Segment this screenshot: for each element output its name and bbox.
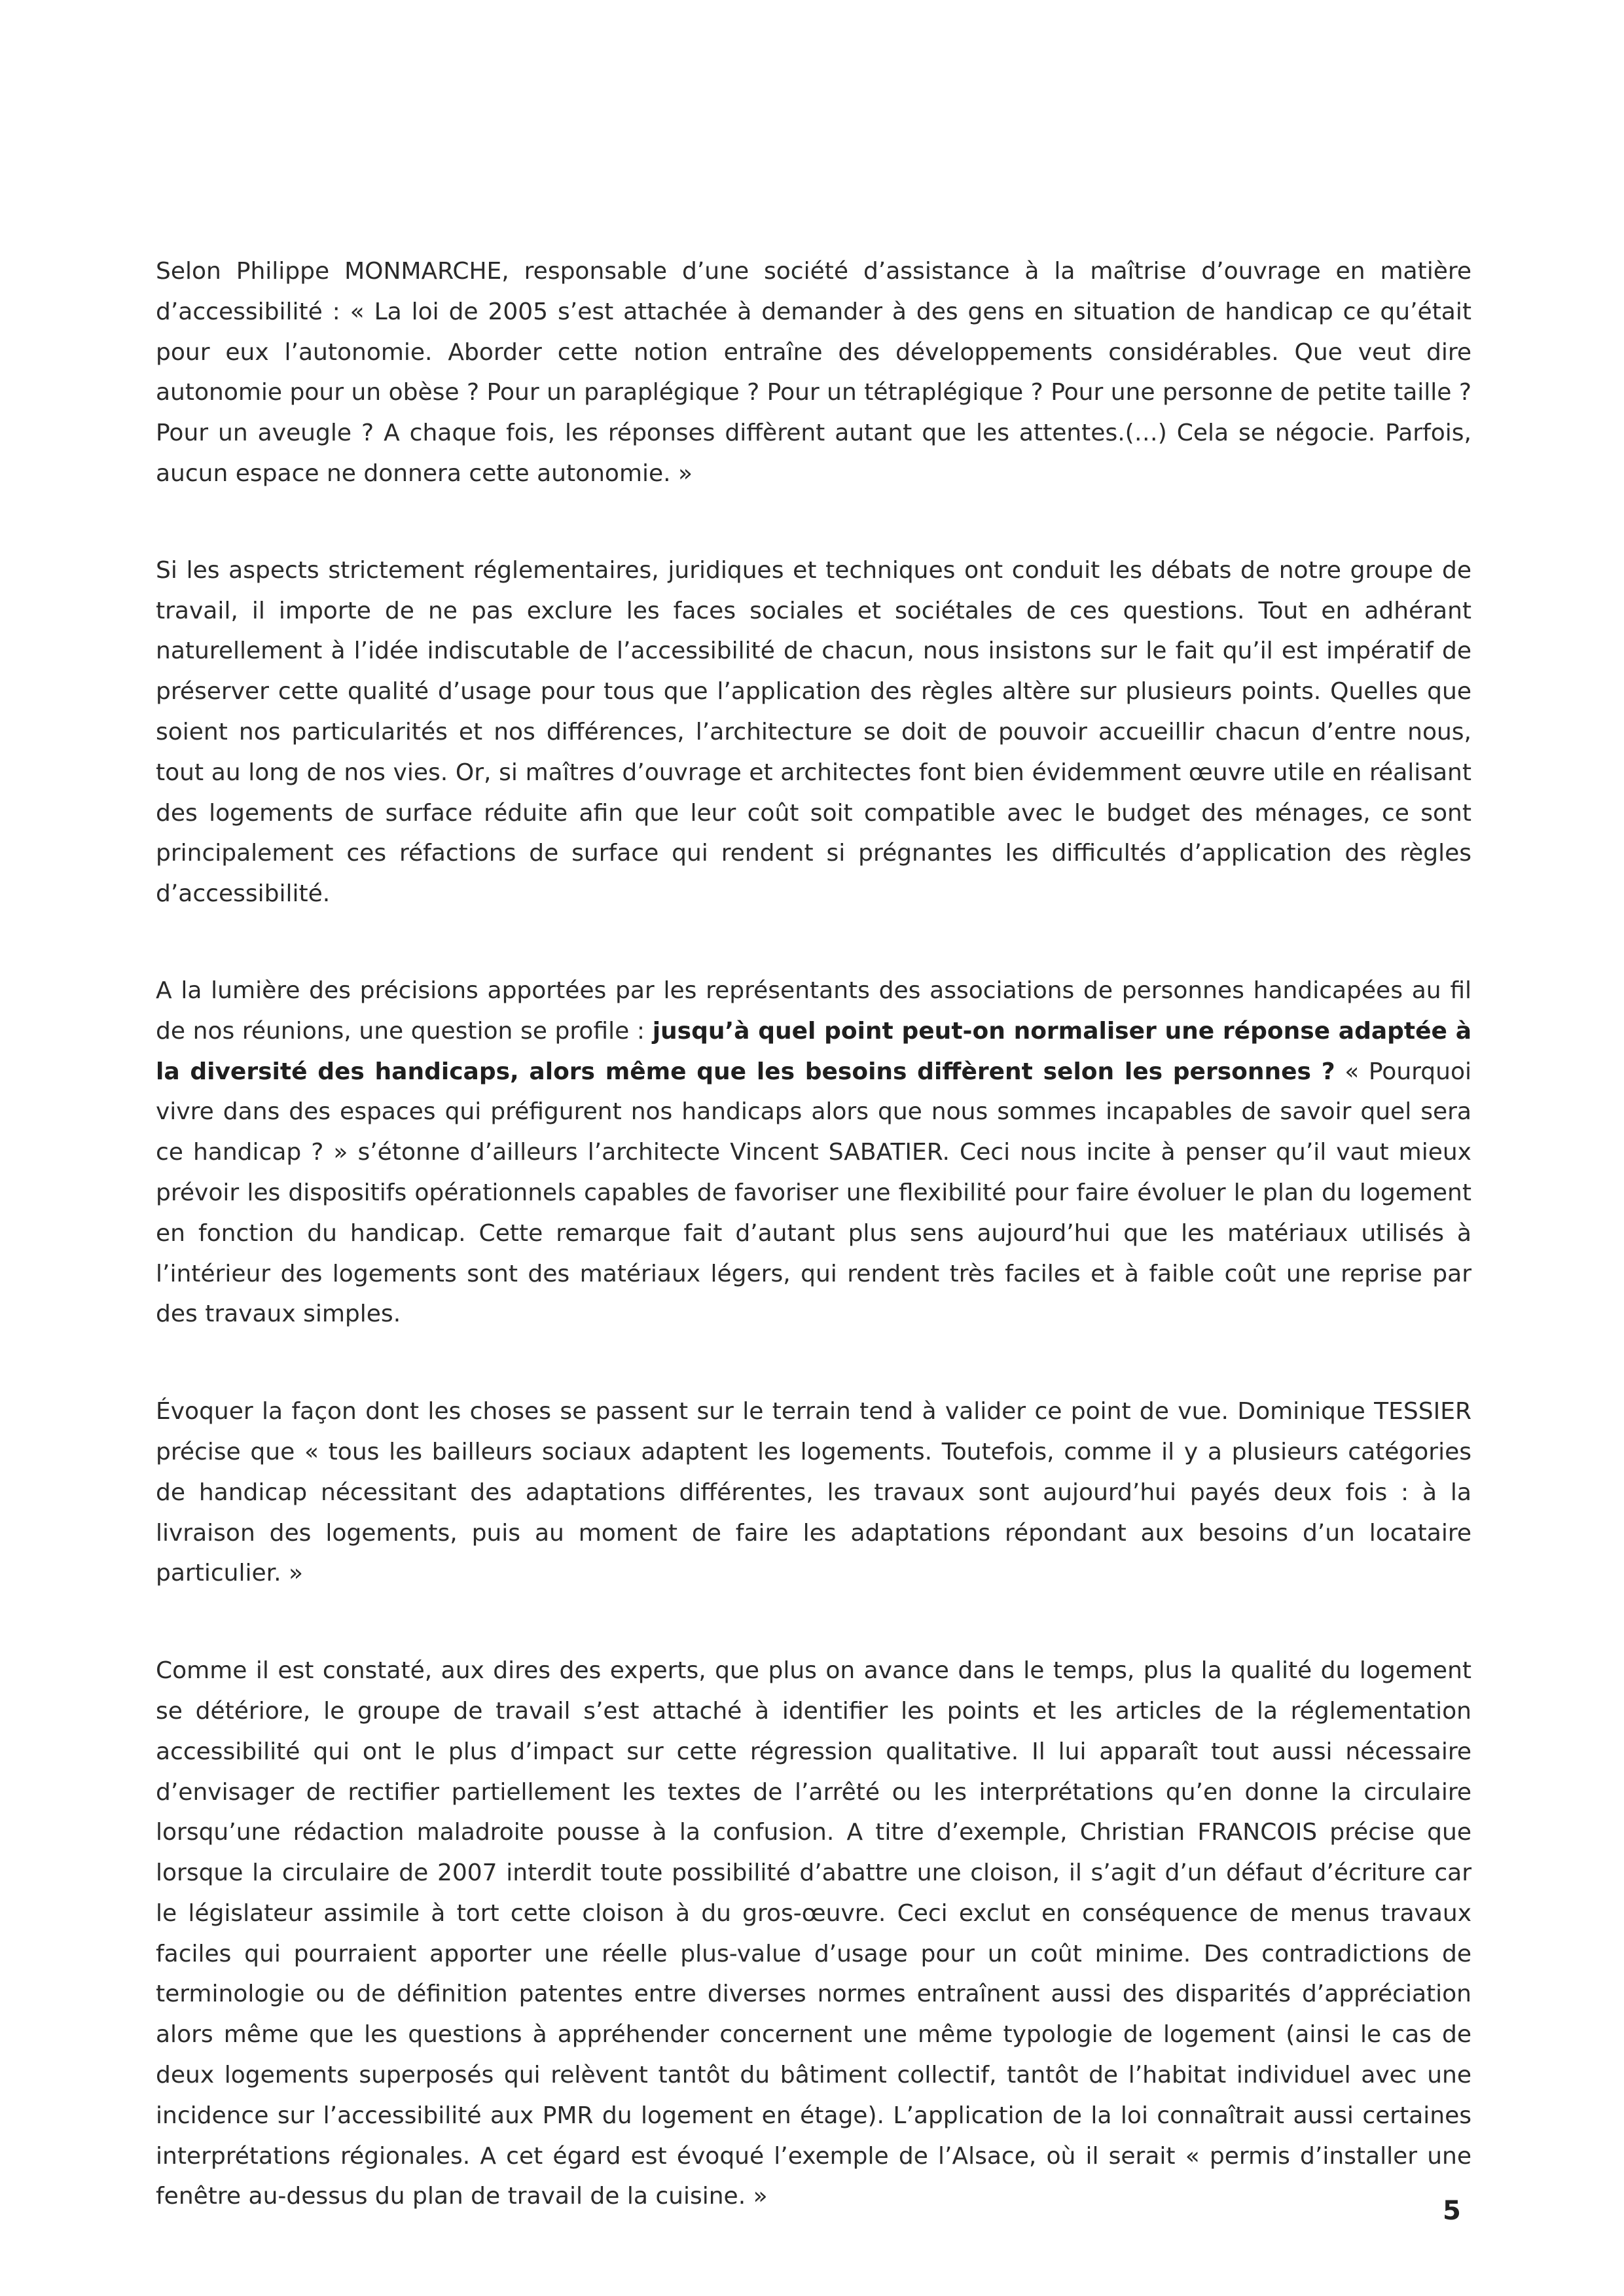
paragraph-normalisation-question <box>156 971 1471 1335</box>
paragraph-regulation-analysis: Comme il est constaté, aux dires des experts, que plus on avance dans le temps, plus la qualité du logement se détériore, le groupe de travail s’est attaché à identifier les points et les articles de la réglementation accessibilité qui ont le plus d’impact sur cette régression qualitative. Il lui apparaît tout aussi nécessaire d’envisager de rectifier partiellement les textes de l’arrêté ou les interprétations qu’en donne la circulaire lorsqu’une rédaction maladroite pousse à la confusion. A titre d’exemple, Christian FRANCOIS précise que lorsque la circulaire de 2007 interdit toute possibilité d’abattre une cloison, il s’agit d’un défaut d’écriture car le législateur assimile à tort cette cloison à du gros-œuvre. Ceci exclut en conséquence de menus travaux faciles qui pourraient apporter une réelle plus-value d’usage pour un coût minime. Des contradictions de terminologie ou de définition patentes entre diverses normes entraînent aussi des disparités d’appréciation alors même que les questions à appréhender concernent une même typologie de logement (ainsi le cas de deux logements superposés qui relèvent tantôt du bâtiment collectif, tantôt de l’habitat individuel avec une incidence sur l’accessibilité aux PMR du logement en étage). L’application de la loi connaîtrait aussi certaines interprétations régionales. A cet égard est évoqué l’exemple de l’Alsace, où il serait « permis d’installer une fenêtre au-dessus du plan de travail de la cuisine. » <box>156 1657 1471 2210</box>
body-text <box>156 251 1471 2217</box>
emphasized-question: jusqu’à quel point peut-on normaliser une réponse adaptée à la diversité des handicaps, alors même que les besoins diffèrent selon les personnes ? <box>156 1017 1471 1085</box>
paragraph-intro-text: A la lumière des précisions apportées par les représentants des associations de personnes handicapées au fil de nos réunions, une question se profile : <box>156 977 1471 1045</box>
paragraph-social-aspects: Si les aspects strictement réglementaires, juridiques et techniques ont conduit les débats de notre groupe de travail, il importe de ne pas exclure les faces sociales et sociétales de ces questions. Tout en adhérant naturellement à l’idée indiscutable de l’accessibilité de chacun, nous insistons sur le fait qu’il est impératif de préserver cette qualité d’usage pour tous que l’application des règles altère sur plusieurs points. Quelles que soient nos particularités et nos différences, l’architecture se doit de pouvoir accueillir chacun d’entre nous, tout au long de nos vies. Or, si maîtres d’ouvrage et architectes font bien évidemment œuvre utile en réalisant des logements de surface réduite afin que leur coût soit compatible avec le budget des ménages, ce sont principalement ces réfactions de surface qui rendent si prégnantes les difficultés d’application des règles d’accessibilité. <box>156 556 1471 908</box>
paragraph-tessier-quote: Évoquer la façon dont les choses se passent sur le terrain tend à valider ce point de vue. Dominique TESSIER précise que « tous les bailleurs sociaux adaptent les logements. Toutefois, comme il y a plusieurs catégories de handicap nécessitant des adaptations différentes, les travaux sont aujourd’hui payés deux fois : à la livraison des logements, puis au moment de faire les adaptations répondant aux besoins d’un locataire particulier. » <box>156 1398 1471 1587</box>
paragraph-monmarche-quote: Selon Philippe MONMARCHE, responsable d’une société d’assistance à la maîtrise d’ouvrage en matière d’accessibilité : « La loi de 2005 s’est attachée à demander à des gens en situation de handicap ce qu’était pour eux l’autonomie. Aborder cette notion entraîne des développements considérables. Que veut dire autonomie pour un obèse ? Pour un paraplégique ? Pour un tétraplégique ? Pour une personne de petite taille ? Pour un aveugle ? A chaque fois, les réponses diffèrent autant que les attentes.(…) Cela se négocie. Parfois, aucun espace ne donnera cette autonomie. » <box>156 258 1471 487</box>
paragraph-continuation-text: « Pourquoi vivre dans des espaces qui préfigurent nos handicaps alors que nous sommes incapables de savoir quel sera ce handicap ? » s’étonne d’ailleurs l’architecte Vincent SABATIER. Ceci nous incite à penser qu’il vaut mieux prévoir les dispositifs opérationnels capables de favoriser une flexibilité pour faire évoluer le plan du logement en fonction du handicap. Cette remarque fait d’autant plus sens aujourd’hui que les matériaux utilisés à l’intérieur des logements sont des matériaux légers, qui rendent très faciles et à faible coût une reprise par des travaux simples. <box>156 1058 1471 1328</box>
page-number: 5 <box>1443 2196 1461 2226</box>
